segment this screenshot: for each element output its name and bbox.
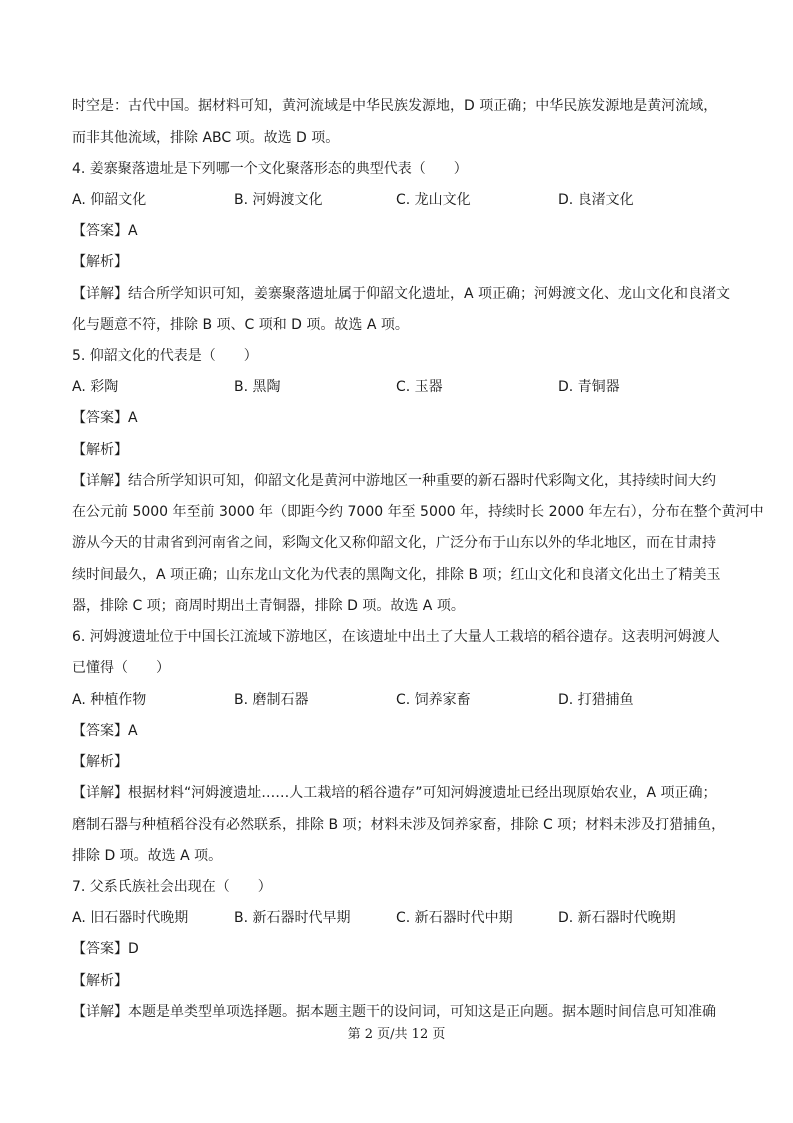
detail-text: 在公元前 5000 年至前 3000 年（即距今约 7000 年至 5000 年，持续时长 2000 年左右），分布在整个黄河中 (72, 504, 764, 520)
option-d: D. 新石器时代晚期 (558, 910, 676, 926)
question-6-stem: 6. 河姆渡遗址位于中国长江流域下游地区，在该遗址中出土了大量人工栽培的稻谷遗存。这表明河姆渡人 (72, 629, 720, 645)
detail-text: 磨制石器与种植稻谷没有必然联系，排除 B 项；材料未涉及饲养家畜，排除 C 项；材料未涉及打猎捕鱼， (72, 817, 726, 833)
option-a: A. 仰韶文化 (72, 192, 147, 208)
detail-text: 游从今天的甘肃省到河南省之间，彩陶文化又称仰韶文化，广泛分布于山东以外的华北地区，而在甘肃持 (72, 535, 716, 551)
answer-label: 【答案】A (72, 723, 138, 739)
detail-text: 化与题意不符，排除 B 项、C 项和 D 项。故选 A 项。 (72, 317, 409, 333)
question-7-stem: 7. 父系氏族社会出现在（ ） (72, 879, 272, 895)
analysis-label: 【解析】 (72, 754, 128, 770)
analysis-label: 【解析】 (72, 254, 128, 270)
question-6-options (72, 690, 722, 710)
option-a: A. 彩陶 (72, 379, 119, 395)
answer-label: 【答案】A (72, 223, 138, 239)
detail-text: 【详解】本题是单类型单项选择题。据本题主题干的设问词，可知这是正向题。据本题时间信息可知准确 (72, 1004, 716, 1020)
option-d: D. 良渚文化 (558, 192, 634, 208)
detail-text: 排除 D 项。故选 A 项。 (72, 848, 223, 864)
analysis-label: 【解析】 (72, 442, 128, 458)
option-d: D. 青铜器 (558, 379, 620, 395)
question-7-options (72, 908, 722, 928)
answer-label: 【答案】D (72, 941, 139, 957)
page-footer: 第 2 页/共 12 页 (347, 1027, 446, 1042)
detail-text: 续时间最久，A 项正确；山东龙山文化为代表的黑陶文化，排除 B 项；红山文化和良渚文化出土了精美玉 (72, 567, 721, 583)
option-b: B. 磨制石器 (234, 692, 309, 708)
detail-text: 器，排除 C 项；商周时期出土青铜器，排除 D 项。故选 A 项。 (72, 598, 465, 614)
option-c: C. 新石器时代中期 (396, 910, 513, 926)
question-5-stem: 5. 仰韶文化的代表是（ ） (72, 348, 258, 364)
option-a: A. 旧石器时代晚期 (72, 910, 189, 926)
option-c: C. 玉器 (396, 379, 443, 395)
option-b: B. 新石器时代早期 (234, 910, 351, 926)
analysis-label: 【解析】 (72, 973, 128, 989)
question-5-options (72, 377, 722, 397)
option-a: A. 种植作物 (72, 692, 147, 708)
question-4-options (72, 190, 722, 210)
option-d: D. 打猎捕鱼 (558, 692, 634, 708)
answer-label: 【答案】A (72, 410, 138, 426)
option-c: C. 饲养家畜 (396, 692, 471, 708)
detail-text: 【详解】结合所学知识可知，仰韶文化是黄河中游地区一种重要的新石器时代彩陶文化，其持续时间大约 (72, 473, 716, 489)
text-line: 而非其他流域，排除 ABC 项。故选 D 项。 (72, 130, 340, 146)
option-b: B. 黑陶 (234, 379, 281, 395)
detail-text: 【详解】根据材料“河姆渡遗址……人工栽培的稻谷遗存”可知河姆渡遗址已经出现原始农业，A 项正确； (72, 785, 717, 801)
option-c: C. 龙山文化 (396, 192, 471, 208)
detail-text: 【详解】结合所学知识可知，姜寨聚落遗址属于仰韶文化遗址，A 项正确；河姆渡文化、龙山文化和良渚文 (72, 286, 731, 302)
text-line: 时空是：古代中国。据材料可知，黄河流域是中华民族发源地，D 项正确；中华民族发源地是黄河流域， (72, 98, 718, 114)
question-4-stem: 4. 姜寨聚落遗址是下列哪一个文化聚落形态的典型代表（ ） (72, 161, 468, 177)
question-6-stem: 已懂得（ ） (72, 660, 170, 676)
option-b: B. 河姆渡文化 (234, 192, 323, 208)
